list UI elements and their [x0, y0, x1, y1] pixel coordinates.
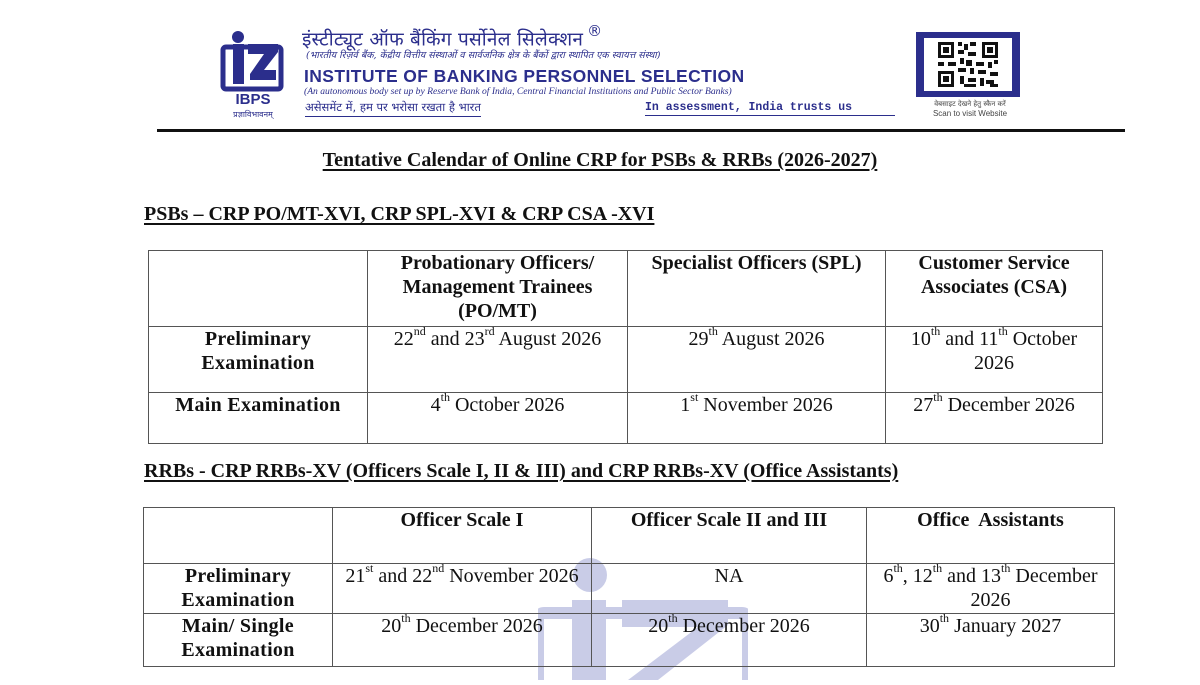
table-cell: 4th October 2026 — [368, 393, 628, 444]
column-header-spl: Specialist Officers (SPL) — [628, 251, 886, 327]
table-row — [149, 327, 1103, 393]
table-row — [144, 614, 1115, 667]
ordinal-suffix: th — [440, 390, 450, 405]
table-header-row — [149, 251, 1103, 327]
institute-name-hindi: इंस्टीट्यूट ऑफ बैंकिंग पर्सोनेल सिलेक्शन ® — [302, 22, 603, 51]
ordinal-suffix: nd — [432, 561, 445, 576]
ordinal-suffix: rd — [484, 324, 495, 339]
column-header-empty — [144, 508, 333, 564]
row-label-main: Main Examination — [149, 393, 368, 444]
table-header-row — [144, 508, 1115, 564]
table-row — [144, 564, 1115, 614]
table-cell: NA — [592, 564, 867, 614]
column-header-po-mt: Probationary Officers/ Management Trainees (PO/MT) — [368, 251, 628, 327]
table-cell: 22nd and 23rd August 2026 — [368, 327, 628, 393]
column-header-officer-scale-1: Officer Scale I — [333, 508, 592, 564]
ibps-logo-icon — [220, 30, 286, 120]
qr-code-icon[interactable] — [916, 32, 1020, 97]
tagline-hindi: असेसमेंट में, हम पर भरोसा रखता है भारत — [305, 100, 481, 117]
table-cell: 20th December 2026 — [592, 614, 867, 667]
psb-section-heading: PSBs – CRP PO/MT-XVI, CRP SPL-XVI & CRP CSA -XVI — [144, 203, 655, 225]
ordinal-suffix: th — [932, 561, 943, 576]
institute-subtitle-english: (An autonomous body set up by Reserve Bank of India, Central Financial Institutions and Public Sector Banks) — [304, 86, 732, 97]
ordinal-suffix: th — [893, 561, 903, 576]
ordinal-suffix: th — [939, 611, 950, 626]
column-header-empty — [149, 251, 368, 327]
table-cell: 21st and 22nd November 2026 — [333, 564, 592, 614]
table-cell: 6th, 12th and 13th December 2026 — [867, 564, 1115, 614]
table-cell: 20th December 2026 — [333, 614, 592, 667]
row-label-preliminary: Preliminary Examination — [149, 327, 368, 393]
qr-caption-hindi: वेबसाइट देखने हेतु स्कैन करें — [934, 100, 1006, 108]
table-cell: 29th August 2026 — [628, 327, 886, 393]
ordinal-suffix: th — [668, 611, 678, 626]
page-title: Tentative Calendar of Online CRP for PSBs & RRBs (2026-2027) — [322, 149, 878, 171]
registered-mark: ® — [587, 22, 603, 40]
row-label-preliminary: Preliminary Examination — [144, 564, 333, 614]
psb-calendar-table — [148, 250, 1103, 444]
table-row — [149, 393, 1103, 444]
table-cell: 30th January 2027 — [867, 614, 1115, 667]
table-cell: 10th and 11th October 2026 — [886, 327, 1103, 393]
header-divider — [157, 129, 1125, 132]
table-cell: 1st November 2026 — [628, 393, 886, 444]
rrb-section-heading: RRBs - CRP RRBs-XV (Officers Scale I, II & III) and CRP RRBs-XV (Office Assistants) — [144, 460, 899, 482]
tagline-english: In assessment, India trusts us — [645, 101, 895, 116]
ordinal-suffix: th — [1001, 561, 1011, 576]
table-cell: 27th December 2026 — [886, 393, 1103, 444]
svg-text:प्रज्ञाविभावनम्: प्रज्ञाविभावनम् — [233, 110, 273, 119]
rrb-calendar-table — [143, 507, 1115, 667]
institute-name-english: INSTITUTE OF BANKING PERSONNEL SELECTION — [304, 66, 745, 86]
ordinal-suffix: th — [998, 324, 1008, 339]
ordinal-suffix: th — [933, 390, 943, 405]
column-header-officer-scale-2-3: Officer Scale II and III — [592, 508, 867, 564]
ordinal-suffix: nd — [413, 324, 426, 339]
ordinal-suffix: st — [690, 390, 699, 405]
row-label-main-single: Main/ Single Examination — [144, 614, 333, 667]
ordinal-suffix: th — [930, 324, 941, 339]
svg-text:IBPS: IBPS — [235, 91, 271, 108]
column-header-office-assistants: Office Assistants — [867, 508, 1115, 564]
ordinal-suffix: th — [401, 611, 411, 626]
qr-caption-english: Scan to visit Website — [932, 109, 1008, 118]
ordinal-suffix: th — [708, 324, 718, 339]
column-header-csa: Customer Service Associates (CSA) — [886, 251, 1103, 327]
institute-subtitle-hindi: (भारतीय रिज़र्व बैंक, केंद्रीय वित्तीय संस्थाओं व सार्वजनिक क्षेत्र के बैंकों द्वारा स्थापित एक स्वायत्त संस्था) — [306, 50, 661, 61]
ordinal-suffix: st — [365, 561, 374, 576]
